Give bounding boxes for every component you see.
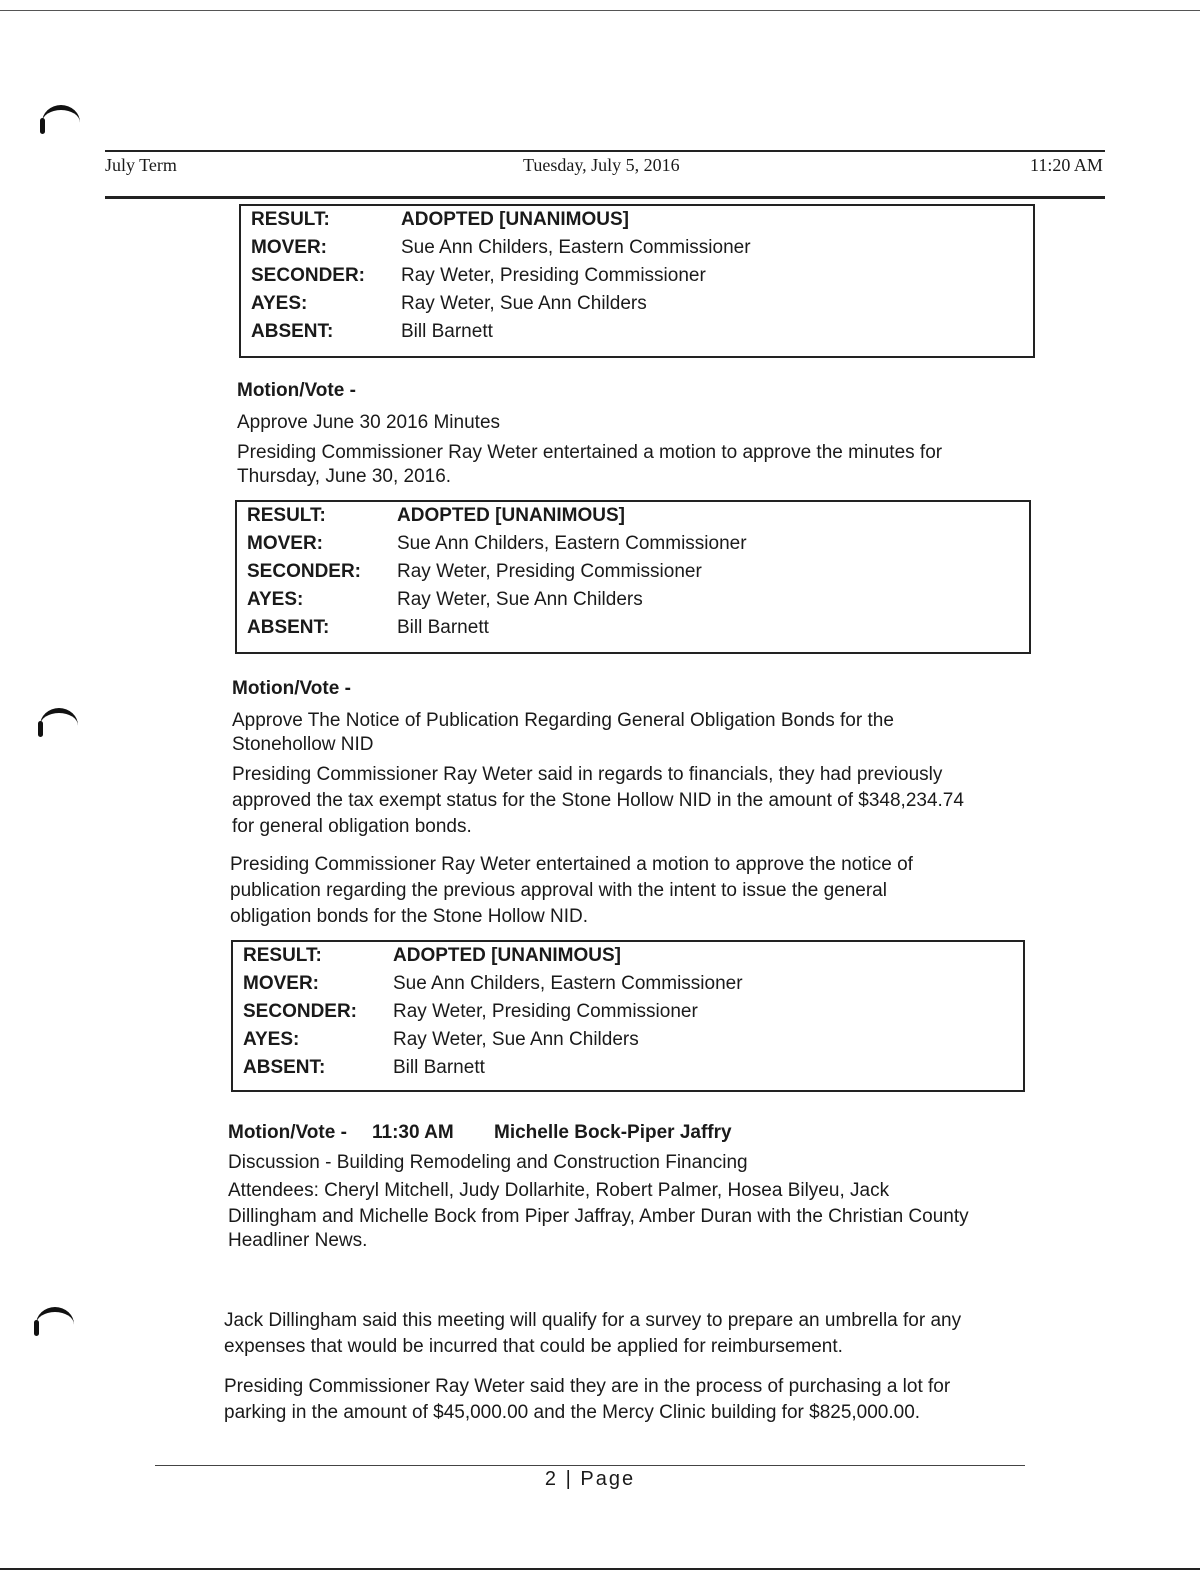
vote-key: MOVER: xyxy=(247,533,323,554)
vote-key: SECONDER: xyxy=(251,265,366,286)
page-separator: | xyxy=(565,1468,581,1490)
vote-value: Ray Weter, Sue Ann Childers xyxy=(397,589,643,610)
motion-title: Stonehollow NID xyxy=(232,734,374,755)
header-top-rule xyxy=(105,150,1105,152)
closing-paragraph: Jack Dillingham said this meeting will qualify for a survey to prepare an umbrella for any xyxy=(224,1310,962,1331)
vote-row xyxy=(237,530,747,558)
vote-row xyxy=(237,558,747,586)
vote-value: ADOPTED [UNANIMOUS] xyxy=(393,945,621,966)
vote-value: Bill Barnett xyxy=(401,321,493,342)
vote-value: Sue Ann Childers, Eastern Commissioner xyxy=(401,237,751,258)
discussion-line: Discussion - Building Remodeling and Construction Financing xyxy=(228,1152,748,1173)
motion-text: obligation bonds for the Stone Hollow NID. xyxy=(230,906,589,927)
vote-row xyxy=(237,586,747,614)
binder-hole-icon xyxy=(42,105,80,140)
term-label: July Term xyxy=(105,155,177,175)
vote-row xyxy=(241,206,751,234)
closing-paragraph: Presiding Commissioner Ray Weter said they are in the process of purchasing a lot for xyxy=(224,1376,951,1397)
page-footer xyxy=(0,1468,1180,1491)
attendees-text: Headliner News. xyxy=(228,1230,368,1251)
vote-key: AYES: xyxy=(247,589,304,610)
scan-bottom-edge xyxy=(0,1568,1200,1570)
vote-key: RESULT: xyxy=(243,945,322,966)
vote-key: RESULT: xyxy=(247,505,326,526)
vote-key: ABSENT: xyxy=(251,321,334,342)
motion-presenter: Michelle Bock-Piper Jaffry xyxy=(494,1122,732,1143)
meeting-time: 11:20 AM xyxy=(1030,155,1103,175)
motion-text: Presiding Commissioner Ray Weter entertained a motion to approve the minutes for xyxy=(237,442,943,463)
closing-paragraph: expenses that would be incurred that could be applied for reimbursement. xyxy=(224,1336,843,1357)
vote-row xyxy=(241,290,751,318)
vote-row xyxy=(233,942,743,970)
vote-value: Ray Weter, Sue Ann Childers xyxy=(401,293,647,314)
vote-key: ABSENT: xyxy=(247,617,330,638)
vote-row xyxy=(241,262,751,290)
binder-hole-icon xyxy=(36,1307,74,1342)
vote-row xyxy=(233,1026,743,1054)
motion-title: Approve June 30 2016 Minutes xyxy=(237,412,501,433)
vote-row xyxy=(241,318,751,346)
vote-row xyxy=(237,502,747,530)
motion-text: Thursday, June 30, 2016. xyxy=(237,466,452,487)
vote-key: ABSENT: xyxy=(243,1057,326,1078)
vote-result-table xyxy=(231,940,1025,1092)
vote-value: ADOPTED [UNANIMOUS] xyxy=(397,505,625,526)
motion-title: Approve The Notice of Publication Regarding General Obligation Bonds for the xyxy=(232,710,894,731)
motion-text: approved the tax exempt status for the Stone Hollow NID in the amount of $348,234.74 xyxy=(232,790,964,811)
vote-row xyxy=(233,1054,743,1082)
binder-hole-icon xyxy=(40,708,78,743)
motion-heading: Motion/Vote - xyxy=(232,678,351,699)
motion-text: publication regarding the previous approval with the intent to issue the general xyxy=(230,880,887,901)
motion-heading: Motion/Vote - xyxy=(228,1122,347,1143)
vote-row xyxy=(241,234,751,262)
vote-value: Ray Weter, Presiding Commissioner xyxy=(401,265,706,286)
attendees-text: Attendees: Cheryl Mitchell, Judy Dollarhite, Robert Palmer, Hosea Bilyeu, Jack xyxy=(228,1180,890,1201)
header-bottom-rule xyxy=(105,196,1105,199)
attendees-text: Dillingham and Michelle Bock from Piper Jaffray, Amber Duran with the Christian County xyxy=(228,1206,969,1227)
vote-row xyxy=(237,614,747,642)
vote-value: Bill Barnett xyxy=(393,1057,485,1078)
vote-key: MOVER: xyxy=(243,973,319,994)
scan-top-edge xyxy=(0,10,1200,11)
vote-key: AYES: xyxy=(251,293,308,314)
vote-key: SECONDER: xyxy=(243,1001,358,1022)
meeting-date: Tuesday, July 5, 2016 xyxy=(523,155,680,175)
motion-time: 11:30 AM xyxy=(372,1122,454,1143)
footer-rule xyxy=(155,1465,1025,1466)
page-number: 2 xyxy=(544,1468,559,1490)
vote-key: SECONDER: xyxy=(247,561,362,582)
vote-value: Sue Ann Childers, Eastern Commissioner xyxy=(393,973,743,994)
motion-text: Presiding Commissioner Ray Weter entertained a motion to approve the notice of xyxy=(230,854,913,875)
vote-row xyxy=(233,970,743,998)
vote-key: AYES: xyxy=(243,1029,300,1050)
vote-value: Sue Ann Childers, Eastern Commissioner xyxy=(397,533,747,554)
vote-key: MOVER: xyxy=(251,237,327,258)
motion-heading: Motion/Vote - xyxy=(237,380,356,401)
vote-value: Ray Weter, Sue Ann Childers xyxy=(393,1029,639,1050)
vote-value: Ray Weter, Presiding Commissioner xyxy=(393,1001,698,1022)
vote-result-table xyxy=(239,204,1035,358)
vote-result-table xyxy=(235,500,1031,654)
page-label: Page xyxy=(580,1468,636,1490)
vote-value: Bill Barnett xyxy=(397,617,489,638)
vote-row xyxy=(233,998,743,1026)
closing-paragraph: parking in the amount of $45,000.00 and the Mercy Clinic building for $825,000.00. xyxy=(224,1402,921,1423)
motion-text: Presiding Commissioner Ray Weter said in regards to financials, they had previously xyxy=(232,764,943,785)
vote-value: ADOPTED [UNANIMOUS] xyxy=(401,209,629,230)
vote-key: RESULT: xyxy=(251,209,330,230)
motion-text: for general obligation bonds. xyxy=(232,816,472,837)
vote-value: Ray Weter, Presiding Commissioner xyxy=(397,561,702,582)
